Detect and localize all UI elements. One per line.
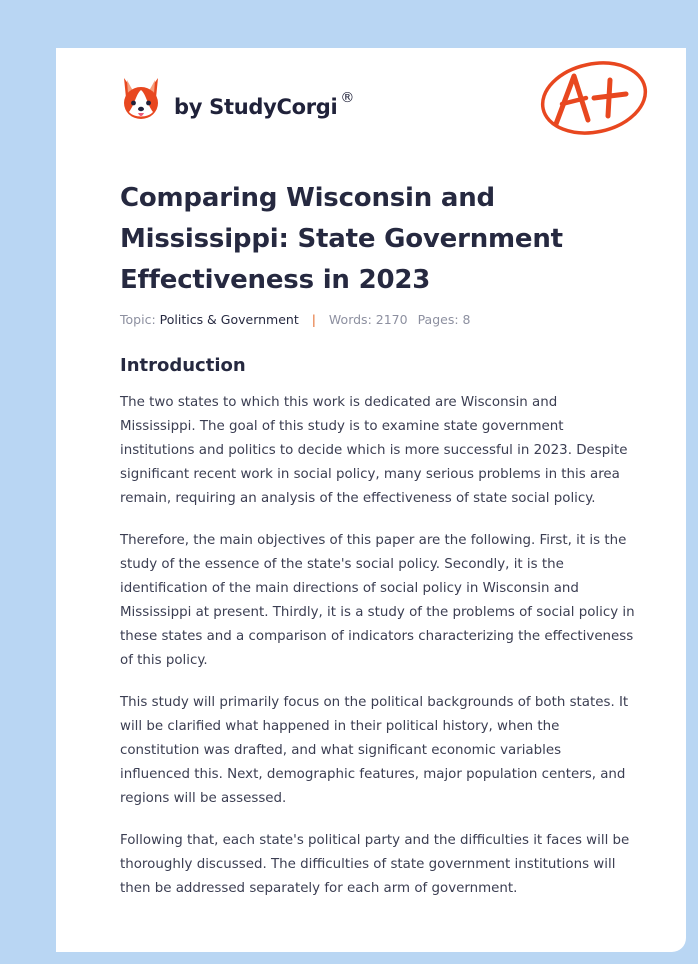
paragraph: This study will primarily focus on the political backgrounds of both states. It will be clarified what happened in their political history, when the constitution was drafted, and what significant economic variables influenced this. Next, demographic features, major population centers, and regions will be assessed. <box>120 695 629 806</box>
document-page <box>56 48 686 952</box>
paragraph: The two states to which this work is dedicated are Wisconsin and Mississippi. The goal of this study is to examine state government institutions and politics to decide which is more successful in 2023. Despite significant recent work in social policy, many serious problems in this area remain, requiring an analysis of the effectiveness of state social policy. <box>120 395 628 506</box>
words-value: 2170 <box>375 312 408 327</box>
words-label: Words: <box>328 312 372 327</box>
brand-name[interactable] <box>174 90 355 119</box>
document-title: Comparing Wisconsin and Mississippi: State Government Effectiveness in 2023 <box>120 183 563 295</box>
body-text <box>120 391 635 919</box>
pages-value: 8 <box>462 312 471 327</box>
topic-label: Topic: <box>120 312 156 327</box>
paragraph: Therefore, the main objectives of this paper are the following. First, it is the study of the essence of the state's social policy. Secondly, it is the identification of the main directions of social policy in Wisconsin and Mississippi at present. Thirdly, it is a study of the problems of social policy in these states and a comparison of indicators characterizing the effectiveness of this policy. <box>120 533 635 668</box>
corgi-logo-icon[interactable] <box>120 76 162 122</box>
pages-label: Pages: <box>417 312 459 327</box>
document-meta <box>120 312 471 327</box>
a-plus-grade-icon <box>538 58 650 140</box>
section-title: Introduction <box>120 355 246 376</box>
topic-link[interactable]: Politics & Government <box>159 312 299 327</box>
meta-separator: | <box>311 312 316 327</box>
registered-mark: ® <box>340 90 355 106</box>
paragraph: Following that, each state's political party and the difficulties it faces will be thoroughly discussed. The difficulties of state government institutions will then be addressed separately for each arm of government. <box>120 833 630 896</box>
brand-label: by StudyCorgi <box>174 95 338 119</box>
